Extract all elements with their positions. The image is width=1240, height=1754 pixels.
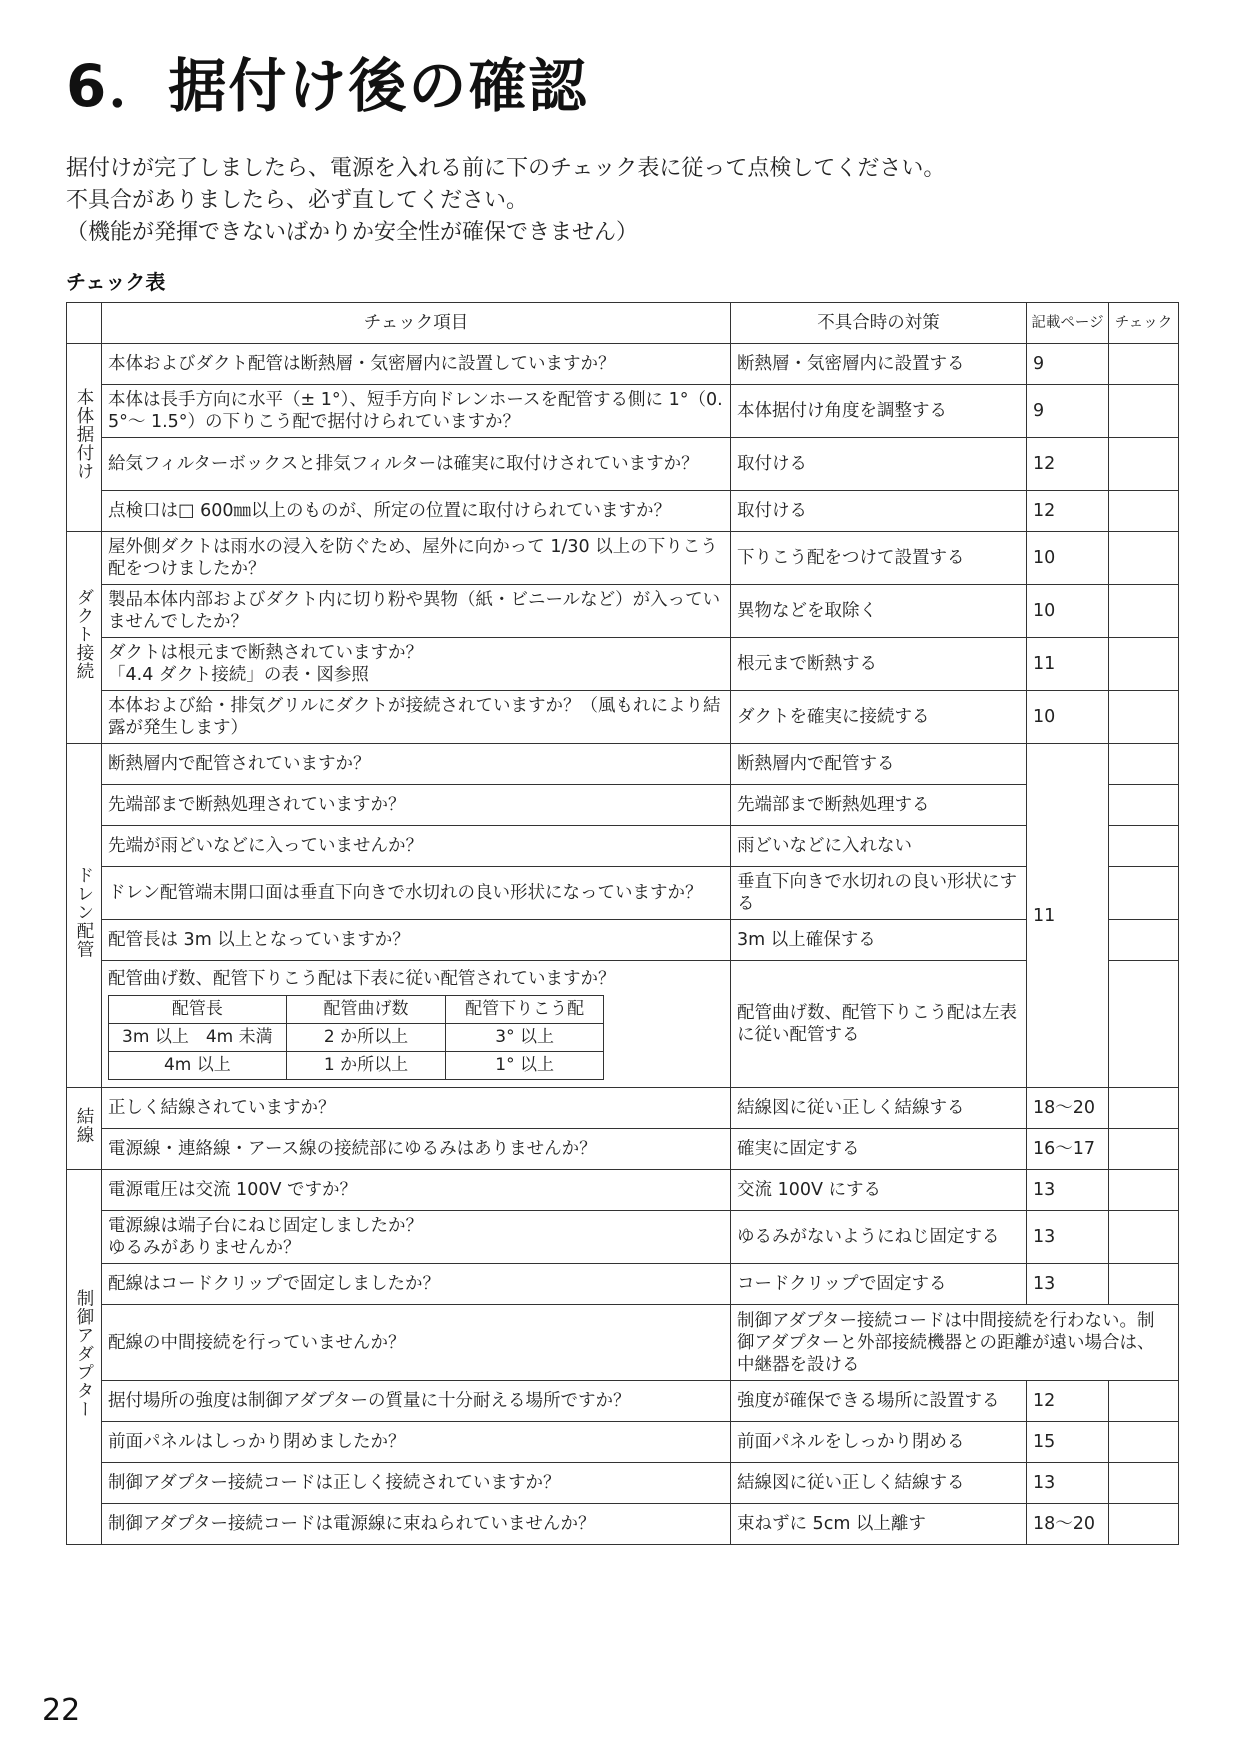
measure-cell: 結線図に従い正しく結線する	[731, 1463, 1027, 1504]
check-item: 電源線・連絡線・アース線の接続部にゆるみはありませんか？	[102, 1129, 731, 1170]
check-item: 正しく結線されていますか？	[102, 1088, 731, 1129]
check-item-cell	[102, 1211, 731, 1264]
table-row	[67, 1129, 1179, 1170]
check-box[interactable]	[1109, 1381, 1179, 1422]
page-cell: 11	[1027, 638, 1109, 691]
table-row	[67, 920, 1179, 961]
page-cell: 13	[1027, 1264, 1109, 1305]
check-box[interactable]	[1109, 344, 1179, 385]
check-item-cell	[102, 638, 731, 691]
table-row	[67, 1422, 1179, 1463]
check-item: 前面パネルはしっかり閉めましたか？	[102, 1422, 731, 1463]
measure-cell: 取付ける	[731, 491, 1027, 532]
page-cell: 15	[1027, 1422, 1109, 1463]
check-item: 先端部まで断熱処理されていますか？	[102, 785, 731, 826]
measure-cell: 下りこう配をつけて設置する	[731, 532, 1027, 585]
check-item: 本体は長手方向に水平（± 1°）、短手方向ドレンホースを配管する側に 1°（0.5°～ 1.5°）の下りこう配で据付けられていますか？	[102, 385, 731, 438]
measure-cell: 雨どいなどに入れない	[731, 826, 1027, 867]
measure-cell: ダクトを確実に接続する	[731, 691, 1027, 744]
check-item: 断熱層内で配管されていますか？	[102, 744, 731, 785]
check-box[interactable]	[1109, 1129, 1179, 1170]
table-row	[67, 1211, 1179, 1264]
measure-cell: ゆるみがないようにねじ固定する	[731, 1211, 1027, 1264]
intro-line: 据付けが完了しましたら、電源を入れる前に下のチェック表に従って点検してください。	[66, 156, 946, 181]
column-header-check: チェック	[1109, 303, 1179, 344]
check-box[interactable]	[1109, 638, 1179, 691]
category-label: 制御アダプター	[74, 1289, 94, 1419]
check-item: 制御アダプター接続コードは電源線に束ねられていませんか？	[102, 1504, 731, 1545]
page-title: 6．据付け後の確認	[66, 52, 589, 120]
subtable-cell: 1° 以上	[446, 1052, 604, 1080]
measure-cell: 断熱層・気密層内に設置する	[731, 344, 1027, 385]
table-row	[67, 1088, 1179, 1129]
check-item: 製品本体内部およびダクト内に切り粉や異物（紙・ビニールなど）が入っていませんでしたか？	[102, 585, 731, 638]
check-box[interactable]	[1109, 1088, 1179, 1129]
table-row	[67, 1381, 1179, 1422]
subtable-header: 配管曲げ数	[286, 996, 446, 1024]
page-cell: 10	[1027, 585, 1109, 638]
subtable-header: 配管下りこう配	[446, 996, 604, 1024]
check-box[interactable]	[1109, 1264, 1179, 1305]
measure-cell: 本体据付け角度を調整する	[731, 385, 1027, 438]
check-item: 制御アダプター接続コードは正しく接続されていますか？	[102, 1463, 731, 1504]
category-label: 結線	[74, 1107, 94, 1144]
page-cell: 13	[1027, 1463, 1109, 1504]
check-item: ドレン配管端末開口面は垂直下向きで水切れの良い形状になっていますか？	[102, 867, 731, 920]
check-box[interactable]	[1109, 744, 1179, 785]
check-item: 給気フィルターボックスと排気フィルターは確実に取付けされていますか？	[102, 438, 731, 491]
check-item: 先端が雨どいなどに入っていませんか？	[102, 826, 731, 867]
table-row	[67, 1305, 1179, 1381]
page-cell: 18～20	[1027, 1088, 1109, 1129]
check-item: 電源線は端子台にねじ固定しましたか？	[108, 1216, 423, 1236]
check-item: 点検口は□ 600㎜以上のものが、所定の位置に取付けられていますか？	[102, 491, 731, 532]
measure-cell: 配管曲げ数、配管下りこう配は左表に従い配管する	[731, 961, 1027, 1088]
category-header	[67, 303, 102, 344]
table-row	[67, 438, 1179, 491]
pipe-subtable	[108, 995, 604, 1080]
table-row	[67, 1463, 1179, 1504]
page-cell: 10	[1027, 691, 1109, 744]
check-box[interactable]	[1109, 491, 1179, 532]
check-item: 配管長は 3m 以上となっていますか？	[102, 920, 731, 961]
table-row	[67, 867, 1179, 920]
page-cell: 12	[1027, 1381, 1109, 1422]
subtable-cell: 1 か所以上	[286, 1052, 446, 1080]
table-row	[67, 744, 1179, 785]
measure-cell: 3m 以上確保する	[731, 920, 1027, 961]
subtable-cell: 3° 以上	[446, 1024, 604, 1052]
subtable-header: 配管長	[109, 996, 287, 1024]
subtable-cell: 3m 以上 4m 未満	[109, 1024, 287, 1052]
measure-cell: 異物などを取除く	[731, 585, 1027, 638]
check-table-heading: チェック表	[66, 270, 166, 294]
check-box[interactable]	[1109, 785, 1179, 826]
measure-cell: 制御アダプター接続コードは中間接続を行わない。制御アダプターと外部接続機器との距離が遠い場合は、中継器を設ける	[731, 1305, 1179, 1381]
measure-cell: 根元まで断熱する	[731, 638, 1027, 691]
measure-cell: 先端部まで断熱処理する	[731, 785, 1027, 826]
check-box[interactable]	[1109, 585, 1179, 638]
measure-cell: 断熱層内で配管する	[731, 744, 1027, 785]
intro-line: （機能が発揮できないばかりか安全性が確保できません）	[66, 220, 639, 245]
column-header-page: 記載ページ	[1027, 303, 1109, 344]
check-item: 配線の中間接続を行っていませんか？	[102, 1305, 731, 1381]
measure-cell: 垂直下向きで水切れの良い形状にする	[731, 867, 1027, 920]
table-row	[67, 1504, 1179, 1545]
measure-cell: 交流 100V にする	[731, 1170, 1027, 1211]
check-box[interactable]	[1109, 532, 1179, 585]
subtable-cell: 4m 以上	[109, 1052, 287, 1080]
check-item-note: 「4.4 ダクト接続」の表・図参照	[108, 665, 369, 685]
page-cell: 12	[1027, 491, 1109, 532]
check-box[interactable]	[1109, 867, 1179, 920]
page-number: 22	[42, 1693, 81, 1728]
check-box[interactable]	[1109, 1211, 1179, 1264]
check-item: 屋外側ダクトは雨水の浸入を防ぐため、屋外に向かって 1/30 以上の下りこう配をつけましたか？	[102, 532, 731, 585]
column-header-item: チェック項目	[102, 303, 731, 344]
category-cell	[67, 1170, 102, 1545]
category-label: ドレン配管	[74, 866, 94, 959]
category-label: ダクト接続	[74, 588, 94, 681]
check-box[interactable]	[1109, 691, 1179, 744]
check-box[interactable]	[1109, 438, 1179, 491]
table-row	[67, 585, 1179, 638]
check-box[interactable]	[1109, 920, 1179, 961]
category-cell	[67, 532, 102, 744]
page-cell: 13	[1027, 1170, 1109, 1211]
check-box[interactable]	[1109, 1170, 1179, 1211]
measure-cell: 強度が確保できる場所に設置する	[731, 1381, 1027, 1422]
table-row	[67, 785, 1179, 826]
category-cell	[67, 344, 102, 532]
category-cell	[67, 1088, 102, 1170]
category-cell	[67, 744, 102, 1088]
check-item: 据付場所の強度は制御アダプターの質量に十分耐える場所ですか？	[102, 1381, 731, 1422]
check-box[interactable]	[1109, 1422, 1179, 1463]
check-item: 本体および給・排気グリルにダクトが接続されていますか？（風もれにより結露が発生します）	[102, 691, 731, 744]
check-item: 電源電圧は交流 100V ですか？	[102, 1170, 731, 1211]
table-row	[67, 385, 1179, 438]
subtable-cell: 2 か所以上	[286, 1024, 446, 1052]
table-row	[67, 532, 1179, 585]
measure-cell: 取付ける	[731, 438, 1027, 491]
measure-cell: コードクリップで固定する	[731, 1264, 1027, 1305]
table-row	[67, 691, 1179, 744]
intro-line: 不具合がありましたら、必ず直してください。	[66, 188, 529, 213]
measure-cell: 確実に固定する	[731, 1129, 1027, 1170]
table-row	[67, 1170, 1179, 1211]
table-row	[67, 961, 1179, 1088]
table-row	[67, 344, 1179, 385]
check-box[interactable]	[1109, 826, 1179, 867]
check-box[interactable]	[1109, 385, 1179, 438]
page-cell: 16～17	[1027, 1129, 1109, 1170]
page-cell: 12	[1027, 438, 1109, 491]
table-row	[67, 491, 1179, 532]
check-item: 配管曲げ数、配管下りこう配は下表に従い配管されていますか？	[108, 969, 616, 989]
page-cell: 9	[1027, 344, 1109, 385]
table-row	[67, 826, 1179, 867]
check-item-note: ゆるみがありませんか？	[108, 1238, 301, 1258]
check-table	[66, 302, 1179, 1545]
measure-cell: 結線図に従い正しく結線する	[731, 1088, 1027, 1129]
page-cell: 9	[1027, 385, 1109, 438]
intro-text	[66, 153, 945, 249]
page-cell: 10	[1027, 532, 1109, 585]
table-row	[67, 638, 1179, 691]
page-cell: 11	[1027, 744, 1109, 1088]
check-box[interactable]	[1109, 1504, 1179, 1545]
column-header-measure: 不具合時の対策	[731, 303, 1027, 344]
page-cell: 18～20	[1027, 1504, 1109, 1545]
check-item: 配線はコードクリップで固定しましたか？	[102, 1264, 731, 1305]
measure-cell: 束ねずに 5cm 以上離す	[731, 1504, 1027, 1545]
table-row	[67, 1264, 1179, 1305]
page-cell: 13	[1027, 1211, 1109, 1264]
check-box[interactable]	[1109, 961, 1179, 1088]
check-item: ダクトは根元まで断熱されていますか？	[108, 643, 423, 663]
category-label: 本体据付け	[74, 388, 94, 481]
check-box[interactable]	[1109, 1463, 1179, 1504]
measure-cell: 前面パネルをしっかり閉める	[731, 1422, 1027, 1463]
check-item-cell	[102, 961, 731, 1088]
check-item: 本体およびダクト配管は断熱層・気密層内に設置していますか？	[102, 344, 731, 385]
